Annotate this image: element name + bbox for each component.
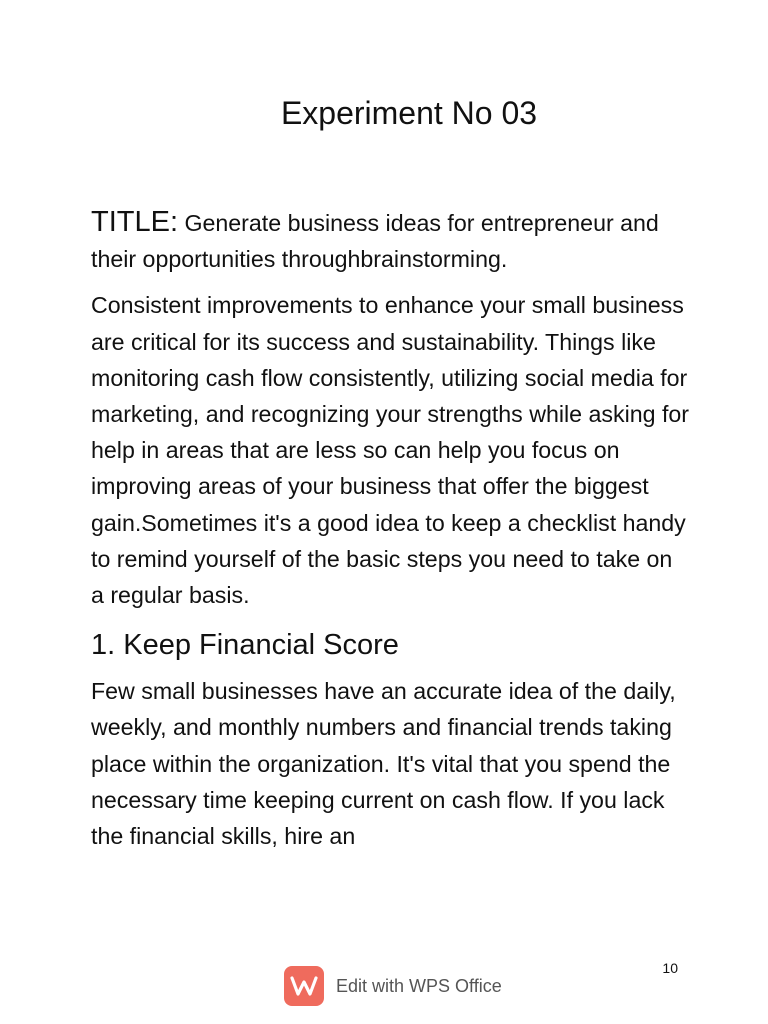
wps-logo-icon	[284, 966, 324, 1006]
intro-paragraph: Consistent improvements to enhance your small business are critical for its success and sustainability. Things like monitoring cash flow consistently, utilizing social media for marketing, and recognizing your strengths while asking for help in areas that are less so can help you focus on improving areas of your business that offer the biggest gain.Sometimes it's a good idea to keep a checklist handy to remind yourself of the basic steps you need to take on a regular basis.	[91, 292, 690, 609]
page-number: 10	[662, 960, 678, 976]
document-body	[91, 204, 691, 864]
title-paragraph	[91, 204, 691, 277]
wps-badge-label: Edit with WPS Office	[336, 975, 502, 996]
experiment-title: Experiment No 03	[280, 95, 538, 131]
wps-edit-badge[interactable]	[284, 964, 502, 1008]
section-paragraph: Few small businesses have an accurate idea of the daily, weekly, and monthly numbers and financial trends taking place within the organization. It's vital that you spend the necessary time keeping current on cash flow. If you lack the financial skills, hire an	[91, 678, 676, 850]
title-label: TITLE:	[91, 206, 179, 238]
title-text: Generate business ideas for entrepreneur and their opportunities throughbrainstorming.	[91, 210, 659, 273]
section-heading: 1. Keep Financial Score	[91, 629, 399, 662]
